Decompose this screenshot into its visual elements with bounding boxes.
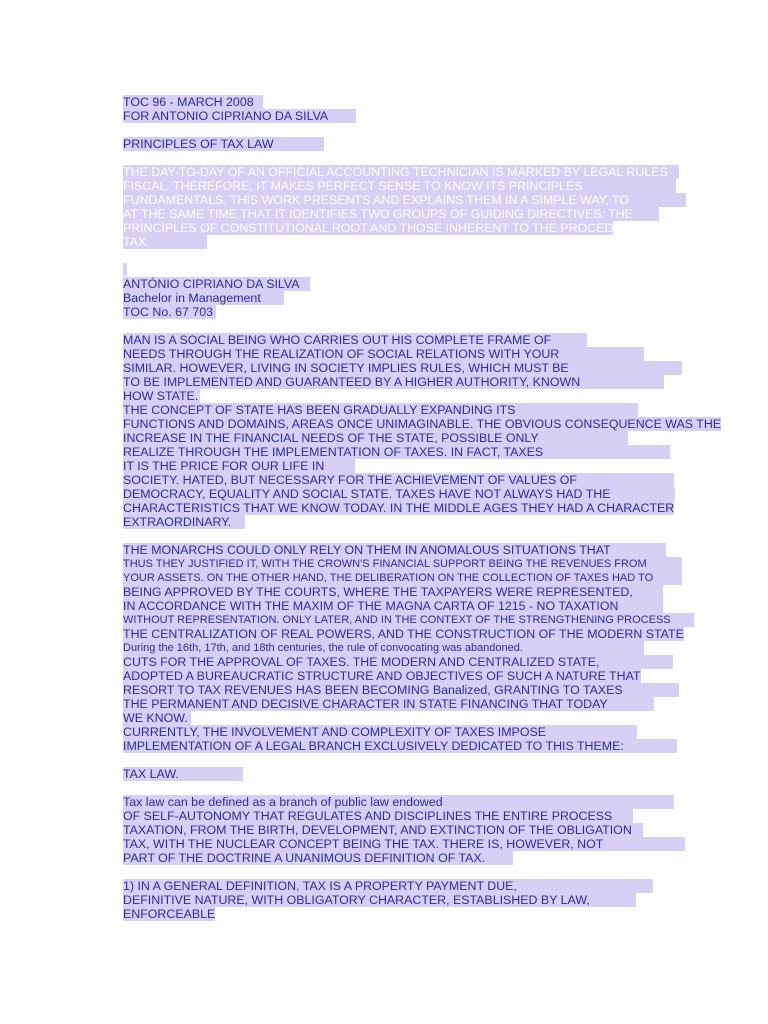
paragraph-gap [123,151,723,165]
highlighted-text: THE CONCEPT OF STATE HAS BEEN GRADUALLY EXPANDING ITS [123,403,638,417]
text-line [123,305,723,319]
paragraph-gap [123,319,723,333]
highlighted-text: PRINCIPLES OF TAX LAW [123,137,324,151]
text-line [123,403,723,417]
highlighted-text: DEMOCRACY, EQUALITY AND SOCIAL STATE. TAXES HAVE NOT ALWAYS HAD THE [123,487,675,501]
highlighted-text [123,263,127,276]
highlighted-text: SOCIETY. HATED, BUT NECESSARY FOR THE ACHIEVEMENT OF VALUES OF [123,473,674,487]
highlighted-text: CUTS FOR THE APPROVAL OF TAXES. THE MODERN AND CENTRALIZED STATE, [123,655,673,669]
highlighted-text: IMPLEMENTATION OF A LEGAL BRANCH EXCLUSIVELY DEDICATED TO THIS THEME: [123,739,677,753]
highlighted-text: TOC No. 67 703 [123,305,216,319]
highlighted-text: MAN IS A SOCIAL BEING WHO CARRIES OUT HIS COMPLETE FRAME OF [123,333,587,347]
highlighted-text: FUNDAMENTALS. THIS WORK PRESENTS AND EXPLAINS THEM IN A SIMPLE WAY, TO [123,193,686,207]
highlighted-text: WITHOUT REPRESENTATION. ONLY LATER, AND IN THE CONTEXT OF THE STRENGTHENING PROCESS [123,613,694,627]
highlighted-text: PRINCIPLES OF CONSTITUTIONAL ROOT AND THOSE INHERENT TO THE PROCED [123,221,614,235]
text-line [123,179,723,193]
highlighted-text: Bachelor in Management [123,291,284,305]
highlighted-text: DEFINITIVE NATURE, WITH OBLIGATORY CHARACTER, ESTABLISHED BY LAW, [123,893,636,907]
text-line [123,501,723,515]
highlighted-text: CHARACTERISTICS THAT WE KNOW TODAY. IN THE MIDDLE AGES THEY HAD A CHARACTER [123,501,675,515]
paragraph-gap [123,123,723,137]
text-line [123,725,723,739]
highlighted-text: WE KNOW. [123,711,191,725]
highlighted-text: HOW STATE. [123,389,199,403]
text-line [123,235,723,249]
highlighted-text: TO BE IMPLEMENTED AND GUARANTEED BY A HIGHER AUTHORITY, KNOWN [123,375,664,389]
text-line [123,571,723,585]
text-line [123,795,723,809]
text-line [123,697,723,711]
highlighted-text: NEEDS THROUGH THE REALIZATION OF SOCIAL RELATIONS WITH YOUR [123,347,644,361]
highlighted-text: 1) IN A GENERAL DEFINITION, TAX IS A PROPERTY PAYMENT DUE, [123,879,653,893]
paragraph-gap [123,781,723,795]
text-line [123,473,723,487]
highlighted-text: During the 16th, 17th, and 18th centuries, the rule of convocating was abandoned. [123,641,644,655]
highlighted-text: THE DAY-TO-DAY OF AN OFFICIAL ACCOUNTING TECHNICIAN IS MARKED BY LEGAL RULES [123,165,679,179]
paragraph-gap [123,249,723,263]
highlighted-text: Tax law can be defined as a branch of public law endowed [123,795,674,809]
text-line [123,893,723,907]
text-line [123,109,723,123]
text-line [123,711,723,725]
highlighted-text: SIMILAR. HOWEVER, LIVING IN SOCIETY IMPLIES RULES, WHICH MUST BE [123,361,682,375]
text-line [123,669,723,683]
highlighted-text: YOUR ASSETS. ON THE OTHER HAND, THE DELIBERATION ON THE COLLECTION OF TAXES HAD TO [123,571,682,585]
text-line [123,851,723,865]
text-line [123,417,723,431]
text-line [123,333,723,347]
text-line [123,95,723,109]
highlighted-text: TOC 96 - MARCH 2008 [123,95,263,109]
text-line [123,543,723,557]
highlighted-text: OF SELF-AUTONOMY THAT REGULATES AND DISCIPLINES THE ENTIRE PROCESS [123,809,633,823]
highlighted-text: PART OF THE DOCTRINE A UNANIMOUS DEFINITION OF TAX. [123,851,513,865]
text-line [123,375,723,389]
text-line [123,263,723,277]
document-page [123,95,723,921]
highlighted-text: EXTRAORDINARY. [123,515,245,529]
text-line [123,627,723,641]
text-line [123,165,723,179]
highlighted-text: TAXATION, FROM THE BIRTH, DEVELOPMENT, AND EXTINCTION OF THE OBLIGATION [123,823,643,837]
text-line [123,137,723,151]
text-line [123,445,723,459]
highlighted-text: IN ACCORDANCE WITH THE MAXIM OF THE MAGNA CARTA OF 1215 - NO TAXATION [123,599,663,613]
text-line [123,347,723,361]
text-line [123,739,723,753]
text-line [123,459,723,473]
text-line [123,837,723,851]
highlighted-text: RESORT TO TAX REVENUES HAS BEEN BECOMING Banalized, GRANTING TO TAXES [123,683,679,697]
paragraph-gap [123,529,723,543]
text-line [123,823,723,837]
text-line [123,291,723,305]
text-line [123,193,723,207]
paragraph-gap [123,753,723,767]
text-line [123,683,723,697]
text-line [123,585,723,599]
text-line [123,599,723,613]
highlighted-text: ADOPTED A BUREAUCRATIC STRUCTURE AND OBJECTIVES OF SUCH A NATURE THAT [123,669,641,683]
highlighted-text: TAX LAW. [123,767,243,781]
text-line [123,557,723,571]
highlighted-text: FISCAL. THEREFORE, IT MAKES PERFECT SENSE TO KNOW ITS PRINCIPLES [123,179,676,193]
paragraph-gap [123,865,723,879]
highlighted-text: CURRENTLY, THE INVOLVEMENT AND COMPLEXITY OF TAXES IMPOSE [123,725,637,739]
highlighted-text: BEING APPROVED BY THE COURTS, WHERE THE TAXPAYERS WERE REPRESENTED, [123,585,663,599]
highlighted-text: AT THE SAME TIME THAT IT IDENTIFIES TWO GROUPS OF GUIDING DIRECTIVES: THE [123,207,659,221]
highlighted-text: ENFORCEABLE [123,907,216,921]
text-line [123,207,723,221]
text-line [123,809,723,823]
highlighted-text: TAX, WITH THE NUCLEAR CONCEPT BEING THE TAX. THERE IS, HOWEVER, NOT [123,837,685,851]
highlighted-text: THE CENTRALIZATION OF REAL POWERS, AND THE CONSTRUCTION OF THE MODERN STATE [123,627,684,641]
text-line [123,389,723,403]
text-line [123,361,723,375]
highlighted-text: THE MONARCHS COULD ONLY RELY ON THEM IN ANOMALOUS SITUATIONS THAT [123,543,666,557]
highlighted-text: INCREASE IN THE FINANCIAL NEEDS OF THE STATE, POSSIBLE ONLY [123,431,628,445]
highlighted-text: REALIZE THROUGH THE IMPLEMENTATION OF TAXES. IN FACT, TAXES [123,445,670,459]
highlighted-text: THE PERMANENT AND DECISIVE CHARACTER IN STATE FINANCING THAT TODAY [123,697,654,711]
text-line [123,613,723,627]
text-line [123,879,723,893]
highlighted-text: ANTÓNIO CIPRIANO DA SILVA [123,277,310,291]
text-line [123,515,723,529]
text-line [123,641,723,655]
text-line [123,907,723,921]
highlighted-text: TAX. [123,235,207,249]
text-line [123,655,723,669]
text-line [123,767,723,781]
highlighted-text: FOR ANTONIO CIPRIANO DA SILVA [123,109,356,123]
highlighted-text: THUS THEY JUSTIFIED IT, WITH THE CROWN'S FINANCIAL SUPPORT BEING THE REVENUES FROM [123,557,682,571]
highlighted-text: FUNCTIONS AND DOMAINS, AREAS ONCE UNIMAGINABLE. THE OBVIOUS CONSEQUENCE WAS THE [123,417,722,431]
text-line [123,221,723,235]
text-line [123,431,723,445]
text-line [123,277,723,291]
highlighted-text: IT IS THE PRICE FOR OUR LIFE IN [123,459,355,473]
text-line [123,487,723,501]
